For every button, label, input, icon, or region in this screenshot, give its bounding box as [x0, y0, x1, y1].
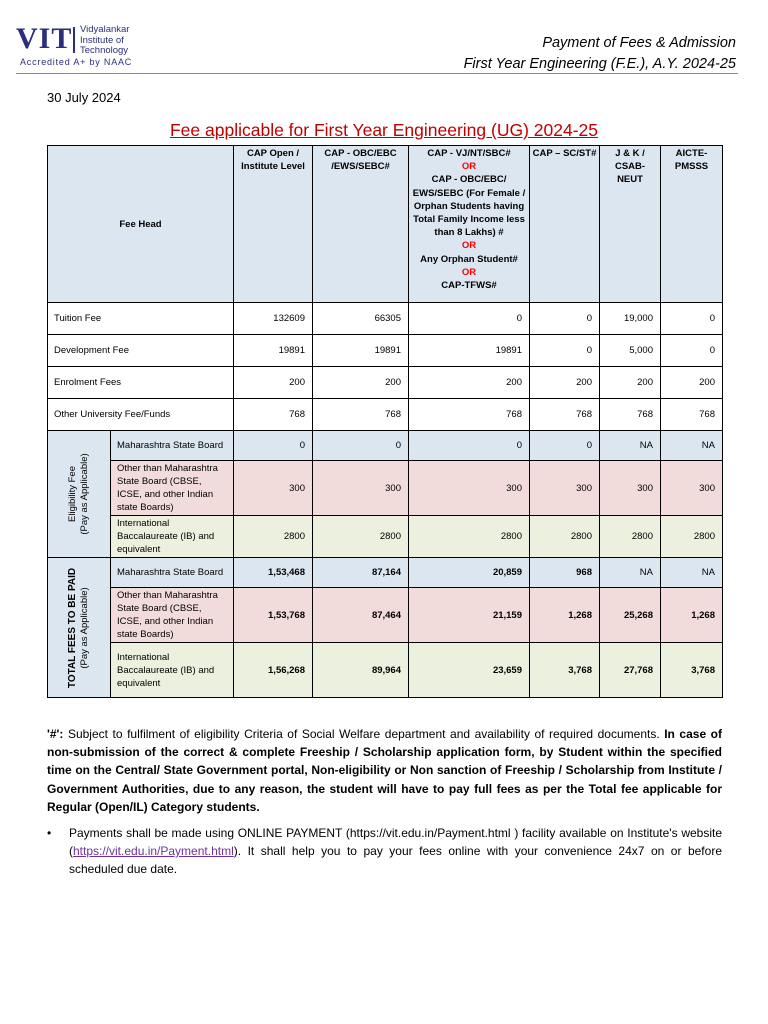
- cell-value: 0: [409, 303, 530, 335]
- cell-value: 5,000: [600, 335, 661, 367]
- cell-value: NA: [600, 431, 661, 461]
- cell-value: 200: [313, 367, 409, 399]
- vit-logo: [16, 22, 166, 72]
- row-label: Maharashtra State Board: [111, 558, 234, 588]
- payment-link[interactable]: https://vit.edu.in/Payment.html: [73, 844, 234, 859]
- cell-value: 0: [530, 335, 600, 367]
- cell-value: 27,768: [600, 643, 661, 698]
- row-label: Tuition Fee: [48, 303, 234, 335]
- bullet-text-before: Payments shall be made using ONLINE PAYMENT (https://vit.edu.in/Payment.html ) facility available on Institute's website (: [69, 826, 722, 859]
- cell-value: 23,659: [409, 643, 530, 698]
- cell-value: 200: [530, 367, 600, 399]
- cell-value: 968: [530, 558, 600, 588]
- cell-value: 0: [530, 431, 600, 461]
- cell-value: 768: [313, 399, 409, 431]
- table-row: [48, 516, 723, 558]
- note-bold-text: In case of non-submission of the correct & complete Freeship / Scholarship application form, by Student within the specified time on the Central/ State Government portal, Non-eligibility or Non sanction of Freeship / Scholarship from Institute / Government Authorities, due to any reason, the student will have to pay full fees as per the Total fee applicable for Regular (Open/IL) Category students.: [47, 727, 722, 814]
- cell-value: 19891: [409, 335, 530, 367]
- row-label: Development Fee: [48, 335, 234, 367]
- total-fees-group-label: TOTAL FEES TO BE PAID (Pay as Applicable): [48, 558, 111, 698]
- cell-value: 768: [409, 399, 530, 431]
- page-header: [16, 22, 738, 74]
- cell-value: 0: [234, 431, 313, 461]
- table-header-row: [48, 146, 723, 303]
- table-row: [48, 367, 723, 399]
- cell-value: 89,964: [313, 643, 409, 698]
- cell-value: 2800: [661, 516, 723, 558]
- cell-value: 300: [661, 461, 723, 516]
- cell-value: 0: [313, 431, 409, 461]
- cell-value: 21,159: [409, 588, 530, 643]
- row-label: International Baccalaureate (IB) and equivalent: [111, 643, 234, 698]
- cell-value: 768: [600, 399, 661, 431]
- col-header-cap-vjnt: CAP - VJ/NT/SBC# OR CAP - OBC/EBC/ EWS/SEBC (For Female / Orphan Students having Total Family Income less than 8 Lakhs) # OR Any Orphan Student# OR CAP-TFWS#: [409, 146, 530, 303]
- cell-value: 2800: [234, 516, 313, 558]
- cell-value: 87,164: [313, 558, 409, 588]
- cell-value: 20,859: [409, 558, 530, 588]
- cell-value: 1,268: [661, 588, 723, 643]
- table-row: [48, 643, 723, 698]
- cell-value: 300: [600, 461, 661, 516]
- cell-value: 66305: [313, 303, 409, 335]
- fee-table: [47, 145, 723, 698]
- row-label: Other than Maharashtra State Board (CBSE, ICSE, and other Indian state Boards): [111, 461, 234, 516]
- bullet-icon: •: [47, 826, 52, 840]
- cell-value: 1,56,268: [234, 643, 313, 698]
- header-title: [464, 33, 736, 75]
- cell-value: 0: [661, 335, 723, 367]
- eligibility-fee-group-label: Eligibility Fee (Pay as Applicable): [48, 431, 111, 558]
- cell-value: 300: [313, 461, 409, 516]
- cell-value: 132609: [234, 303, 313, 335]
- header-title-line1: Payment of Fees & Admission: [542, 35, 736, 51]
- cell-value: 3,768: [530, 643, 600, 698]
- cell-value: 0: [530, 303, 600, 335]
- cell-value: 3,768: [661, 643, 723, 698]
- cell-value: 768: [530, 399, 600, 431]
- cell-value: 200: [409, 367, 530, 399]
- bullet-text-after: ). It shall help you to pay your fees online with your convenience 24x7 on or before scheduled due date.: [69, 844, 722, 877]
- page-title: Fee applicable for First Year Engineering (UG) 2024-25: [169, 120, 598, 140]
- cell-value: 200: [600, 367, 661, 399]
- cell-value: 300: [409, 461, 530, 516]
- cell-value: 19891: [313, 335, 409, 367]
- cell-value: 19891: [234, 335, 313, 367]
- cell-value: 768: [234, 399, 313, 431]
- row-label: Maharashtra State Board: [111, 431, 234, 461]
- cell-value: 2800: [409, 516, 530, 558]
- cell-value: 25,268: [600, 588, 661, 643]
- cell-value: 2800: [313, 516, 409, 558]
- cell-value: 300: [234, 461, 313, 516]
- cell-value: 2800: [600, 516, 661, 558]
- table-row: [48, 335, 723, 367]
- cell-value: 300: [530, 461, 600, 516]
- cell-value: NA: [661, 431, 723, 461]
- col-header-cap-open: CAP Open / Institute Level: [234, 146, 313, 303]
- table-row: [48, 588, 723, 643]
- table-row: [48, 303, 723, 335]
- logo-text: VIT: [16, 22, 73, 55]
- fee-head-header: Fee Head: [48, 146, 234, 303]
- cell-value: 1,53,468: [234, 558, 313, 588]
- cell-value: 2800: [530, 516, 600, 558]
- eligibility-note: [47, 725, 722, 816]
- cell-value: NA: [600, 558, 661, 588]
- col-header-aicte: AICTE- PMSSS: [661, 146, 723, 303]
- row-label: Enrolment Fees: [48, 367, 234, 399]
- col-header-jk-csab: J & K / CSAB- NEUT: [600, 146, 661, 303]
- header-title-line2: First Year Engineering (F.E.), A.Y. 2024-25: [463, 56, 736, 72]
- table-row: [48, 461, 723, 516]
- logo-institute-name: Vidyalankar Institute of Technology: [80, 24, 130, 56]
- cell-value: 19,000: [600, 303, 661, 335]
- cell-value: 768: [661, 399, 723, 431]
- document-date: 30 July 2024: [47, 90, 121, 105]
- logo-accreditation: Accredited A+ by NAAC: [20, 57, 133, 67]
- cell-value: NA: [661, 558, 723, 588]
- cell-value: 0: [409, 431, 530, 461]
- col-header-cap-scst: CAP – SC/ST#: [530, 146, 600, 303]
- cell-value: 1,268: [530, 588, 600, 643]
- note-marker: '#':: [47, 727, 64, 741]
- col-header-cap-obc: CAP - OBC/EBC /EWS/SEBC#: [313, 146, 409, 303]
- cell-value: 200: [661, 367, 723, 399]
- row-label: International Baccalaureate (IB) and equivalent: [111, 516, 234, 558]
- note-plain-text: Subject to fulfilment of eligibility Criteria of Social Welfare department and availability of required documents.: [63, 727, 665, 741]
- cell-value: 1,53,768: [234, 588, 313, 643]
- cell-value: 0: [661, 303, 723, 335]
- cell-value: 200: [234, 367, 313, 399]
- table-row: [48, 558, 723, 588]
- logo-divider: [73, 27, 75, 53]
- cell-value: 87,464: [313, 588, 409, 643]
- row-label: Other University Fee/Funds: [48, 399, 234, 431]
- table-row: [48, 399, 723, 431]
- payment-bullet: [47, 824, 722, 879]
- row-label: Other than Maharashtra State Board (CBSE, ICSE, and other Indian state Boards): [111, 588, 234, 643]
- table-row: [48, 431, 723, 461]
